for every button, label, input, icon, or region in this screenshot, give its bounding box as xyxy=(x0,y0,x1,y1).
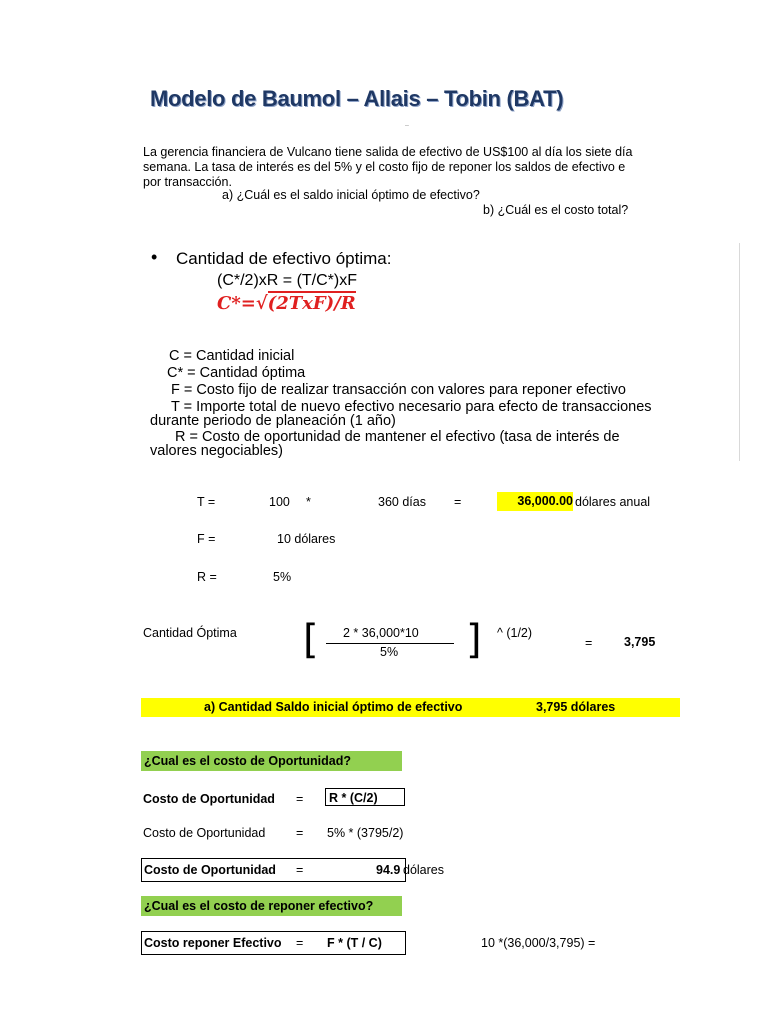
f-label: F = xyxy=(197,532,216,546)
t-unit: dólares anual xyxy=(575,495,651,509)
opportunity-row2-label: Costo de Oportunidad xyxy=(143,826,266,840)
formula-equation: (C*/2)xR = (T/C*)xF xyxy=(217,272,357,289)
answer-a-label: a) Cantidad Saldo inicial óptimo de efectivo xyxy=(204,700,463,714)
question-b: b) ¿Cuál es el costo total? xyxy=(483,203,629,217)
def-c: C = Cantidad inicial xyxy=(169,348,295,364)
fraction-line xyxy=(326,643,454,644)
fraction-denominator: 5% xyxy=(380,645,399,659)
def-r-line1: R = Costo de oportunidad de mantener el efectivo (tasa de interés de xyxy=(175,429,620,445)
opportunity-row1-equals: = xyxy=(296,792,304,806)
opportunity-row3-label: Costo de Oportunidad xyxy=(144,863,276,877)
sqrt-icon: √ xyxy=(255,293,268,314)
intro-line-2: semana. La tasa de interés es del 5% y el costo fijo de reponer los saldos de efectivo e xyxy=(143,160,626,174)
r-label: R = xyxy=(197,570,217,584)
def-f: F = Costo fijo de realizar transacción con valores para reponer efectivo xyxy=(171,382,626,398)
page-title: Modelo de Baumol – Allais – Tobin (BAT) xyxy=(150,86,564,111)
opportunity-row3-unit: dólares xyxy=(403,863,444,877)
bullet-icon: • xyxy=(151,247,158,267)
replenish-formula: F * (T / C) xyxy=(327,936,382,950)
opportunity-formula-box: R * (C/2) xyxy=(325,788,405,806)
opportunity-row3-value: 94.9 xyxy=(376,863,401,877)
opportunity-row1-label: Costo de Oportunidad xyxy=(143,792,275,806)
opportunity-row2-value: 5% * (3795/2) xyxy=(327,826,404,840)
intro-line-1: La gerencia financiera de Vulcano tiene salida de efectivo de US$100 al día los siete día xyxy=(143,145,633,159)
r-value: 5% xyxy=(273,570,292,584)
formula-heading: Cantidad de efectivo óptima: xyxy=(176,249,392,268)
right-bracket-icon: ] xyxy=(466,617,482,663)
fraction-numerator: 2 * 36,000*10 xyxy=(343,626,419,640)
optimal-equals: = xyxy=(585,636,593,650)
t-label: T = xyxy=(197,495,216,509)
exponent: ^ (1/2) xyxy=(497,626,533,640)
def-t-line2: durante periodo de planeación (1 año) xyxy=(150,413,396,429)
t-multiply: * xyxy=(306,495,311,509)
f-value: 10 dólares xyxy=(277,532,336,546)
optimal-formula xyxy=(217,293,356,314)
def-r-line2: valores negociables) xyxy=(150,443,283,459)
optimal-formula-lhs: C*= xyxy=(217,293,256,314)
answer-a-value: 3,795 dólares xyxy=(536,700,616,714)
opportunity-row3-equals: = xyxy=(296,863,304,877)
optimal-result: 3,795 xyxy=(624,635,656,649)
optimal-quantity-label: Cantidad Óptima xyxy=(143,626,237,640)
intro-line-3: por transacción. xyxy=(143,175,232,189)
t-equals: = xyxy=(454,495,462,509)
def-t-line1: T = Importe total de nuevo efectivo necesario para efecto de transacciones xyxy=(171,399,652,415)
formula-box xyxy=(143,243,740,461)
def-cstar: C* = Cantidad óptima xyxy=(167,365,306,381)
t-value-daily: 100 xyxy=(269,495,290,509)
opportunity-heading: ¿Cual es el costo de Oportunidad? xyxy=(141,751,402,771)
opportunity-row2-equals: = xyxy=(296,826,304,840)
t-result: 36,000.00 xyxy=(497,492,573,511)
replenish-equals: = xyxy=(296,936,304,950)
t-days: 360 días xyxy=(378,495,426,509)
left-bracket-icon: [ xyxy=(303,617,319,663)
optimal-formula-rhs: (2TxF)/R xyxy=(267,293,356,314)
replenish-label: Costo reponer Efectivo xyxy=(144,936,282,950)
replenish-heading: ¿Cual es el costo de reponer efectivo? xyxy=(141,896,402,916)
replenish-calc: 10 *(36,000/3,795) = xyxy=(481,936,596,950)
question-a: a) ¿Cuál es el saldo inicial óptimo de efectivo? xyxy=(222,188,480,202)
small-mark: – xyxy=(405,122,409,129)
